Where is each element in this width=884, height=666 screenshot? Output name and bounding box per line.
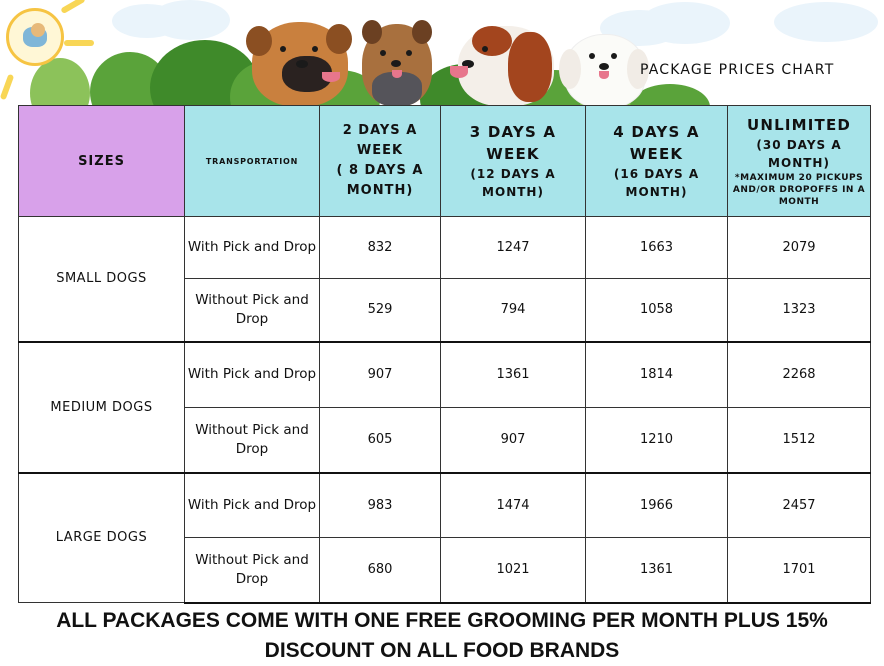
- price-cell: 1814: [586, 342, 728, 408]
- transport-cell: With Pick and Drop: [185, 473, 320, 538]
- column-header-plan-4-days: [586, 106, 728, 217]
- dog-maltese-image: [564, 34, 646, 106]
- price-cell: 1058: [586, 279, 728, 342]
- footer-note: [0, 606, 884, 666]
- price-cell: 680: [320, 538, 441, 603]
- chart-title: PACKAGE PRICES CHART: [640, 62, 835, 78]
- price-cell: 1247: [441, 217, 586, 279]
- size-label-medium-dogs: MEDIUM DOGS: [19, 342, 185, 473]
- table-header-row: [19, 106, 871, 217]
- price-cell: 1701: [728, 538, 871, 603]
- price-cell: 2457: [728, 473, 871, 538]
- price-cell: 832: [320, 217, 441, 279]
- sun-ray-decoration: [64, 40, 94, 46]
- plan-subtitle: (30 DAYS A MONTH): [756, 138, 842, 170]
- transport-cell: With Pick and Drop: [185, 342, 320, 408]
- price-cell: 907: [441, 408, 586, 473]
- price-cell: 1474: [441, 473, 586, 538]
- table-row: [19, 217, 871, 279]
- column-header-sizes: SIZES: [19, 106, 185, 217]
- transport-cell: Without Pick and Drop: [185, 538, 320, 603]
- footer-line-2: DISCOUNT ON ALL FOOD BRANDS: [264, 639, 620, 662]
- plan-title: 3 DAYS A WEEK: [469, 123, 557, 163]
- dog-yorkie-image: [362, 24, 432, 106]
- logo: [6, 8, 64, 66]
- column-header-plan-unlimited: [728, 106, 871, 217]
- price-cell: 983: [320, 473, 441, 538]
- plan-subtitle: (12 DAYS A MONTH): [470, 167, 556, 199]
- price-cell: 529: [320, 279, 441, 342]
- price-cell: 1361: [441, 342, 586, 408]
- sun-ray-decoration: [60, 0, 86, 14]
- price-cell: 1512: [728, 408, 871, 473]
- footer-line-1: ALL PACKAGES COME WITH ONE FREE GROOMING PER MONTH PLUS 15%: [56, 609, 828, 632]
- plan-title: 4 DAYS A WEEK: [613, 123, 700, 163]
- sun-ray-decoration: [0, 74, 14, 100]
- column-header-transportation: TRANSPORTATION: [185, 106, 320, 217]
- dog-spaniel-image: [458, 26, 554, 106]
- plan-title: 2 DAYS A WEEK: [342, 123, 418, 158]
- dog-boxer-image: [252, 22, 348, 106]
- cloud-decoration: [150, 0, 230, 40]
- price-cell: 2268: [728, 342, 871, 408]
- price-cell: 907: [320, 342, 441, 408]
- table-row: [19, 473, 871, 538]
- price-cell: 2079: [728, 217, 871, 279]
- cloud-decoration: [640, 2, 730, 44]
- price-cell: 1361: [586, 538, 728, 603]
- price-cell: 1210: [586, 408, 728, 473]
- transport-cell: Without Pick and Drop: [185, 279, 320, 342]
- price-table: [18, 105, 871, 604]
- plan-subtitle: ( 8 DAYS A MONTH): [336, 163, 424, 198]
- price-cell: 794: [441, 279, 586, 342]
- size-label-large-dogs: LARGE DOGS: [19, 473, 185, 603]
- price-cell: 1663: [586, 217, 728, 279]
- transport-cell: Without Pick and Drop: [185, 408, 320, 473]
- plan-note: *MAXIMUM 20 PICKUPS AND/OR DROPOFFS IN A MONTH: [732, 173, 866, 207]
- price-cell: 1021: [441, 538, 586, 603]
- price-cell: 1323: [728, 279, 871, 342]
- size-label-small-dogs: SMALL DOGS: [19, 217, 185, 342]
- header-banner: [0, 0, 884, 106]
- price-cell: 605: [320, 408, 441, 473]
- transport-cell: With Pick and Drop: [185, 217, 320, 279]
- plan-title: UNLIMITED: [746, 116, 852, 134]
- column-header-plan-3-days: [441, 106, 586, 217]
- cloud-decoration: [774, 2, 878, 42]
- column-header-plan-2-days: [320, 106, 441, 217]
- table-row: [19, 342, 871, 408]
- price-cell: 1966: [586, 473, 728, 538]
- plan-subtitle: (16 DAYS A MONTH): [613, 167, 700, 199]
